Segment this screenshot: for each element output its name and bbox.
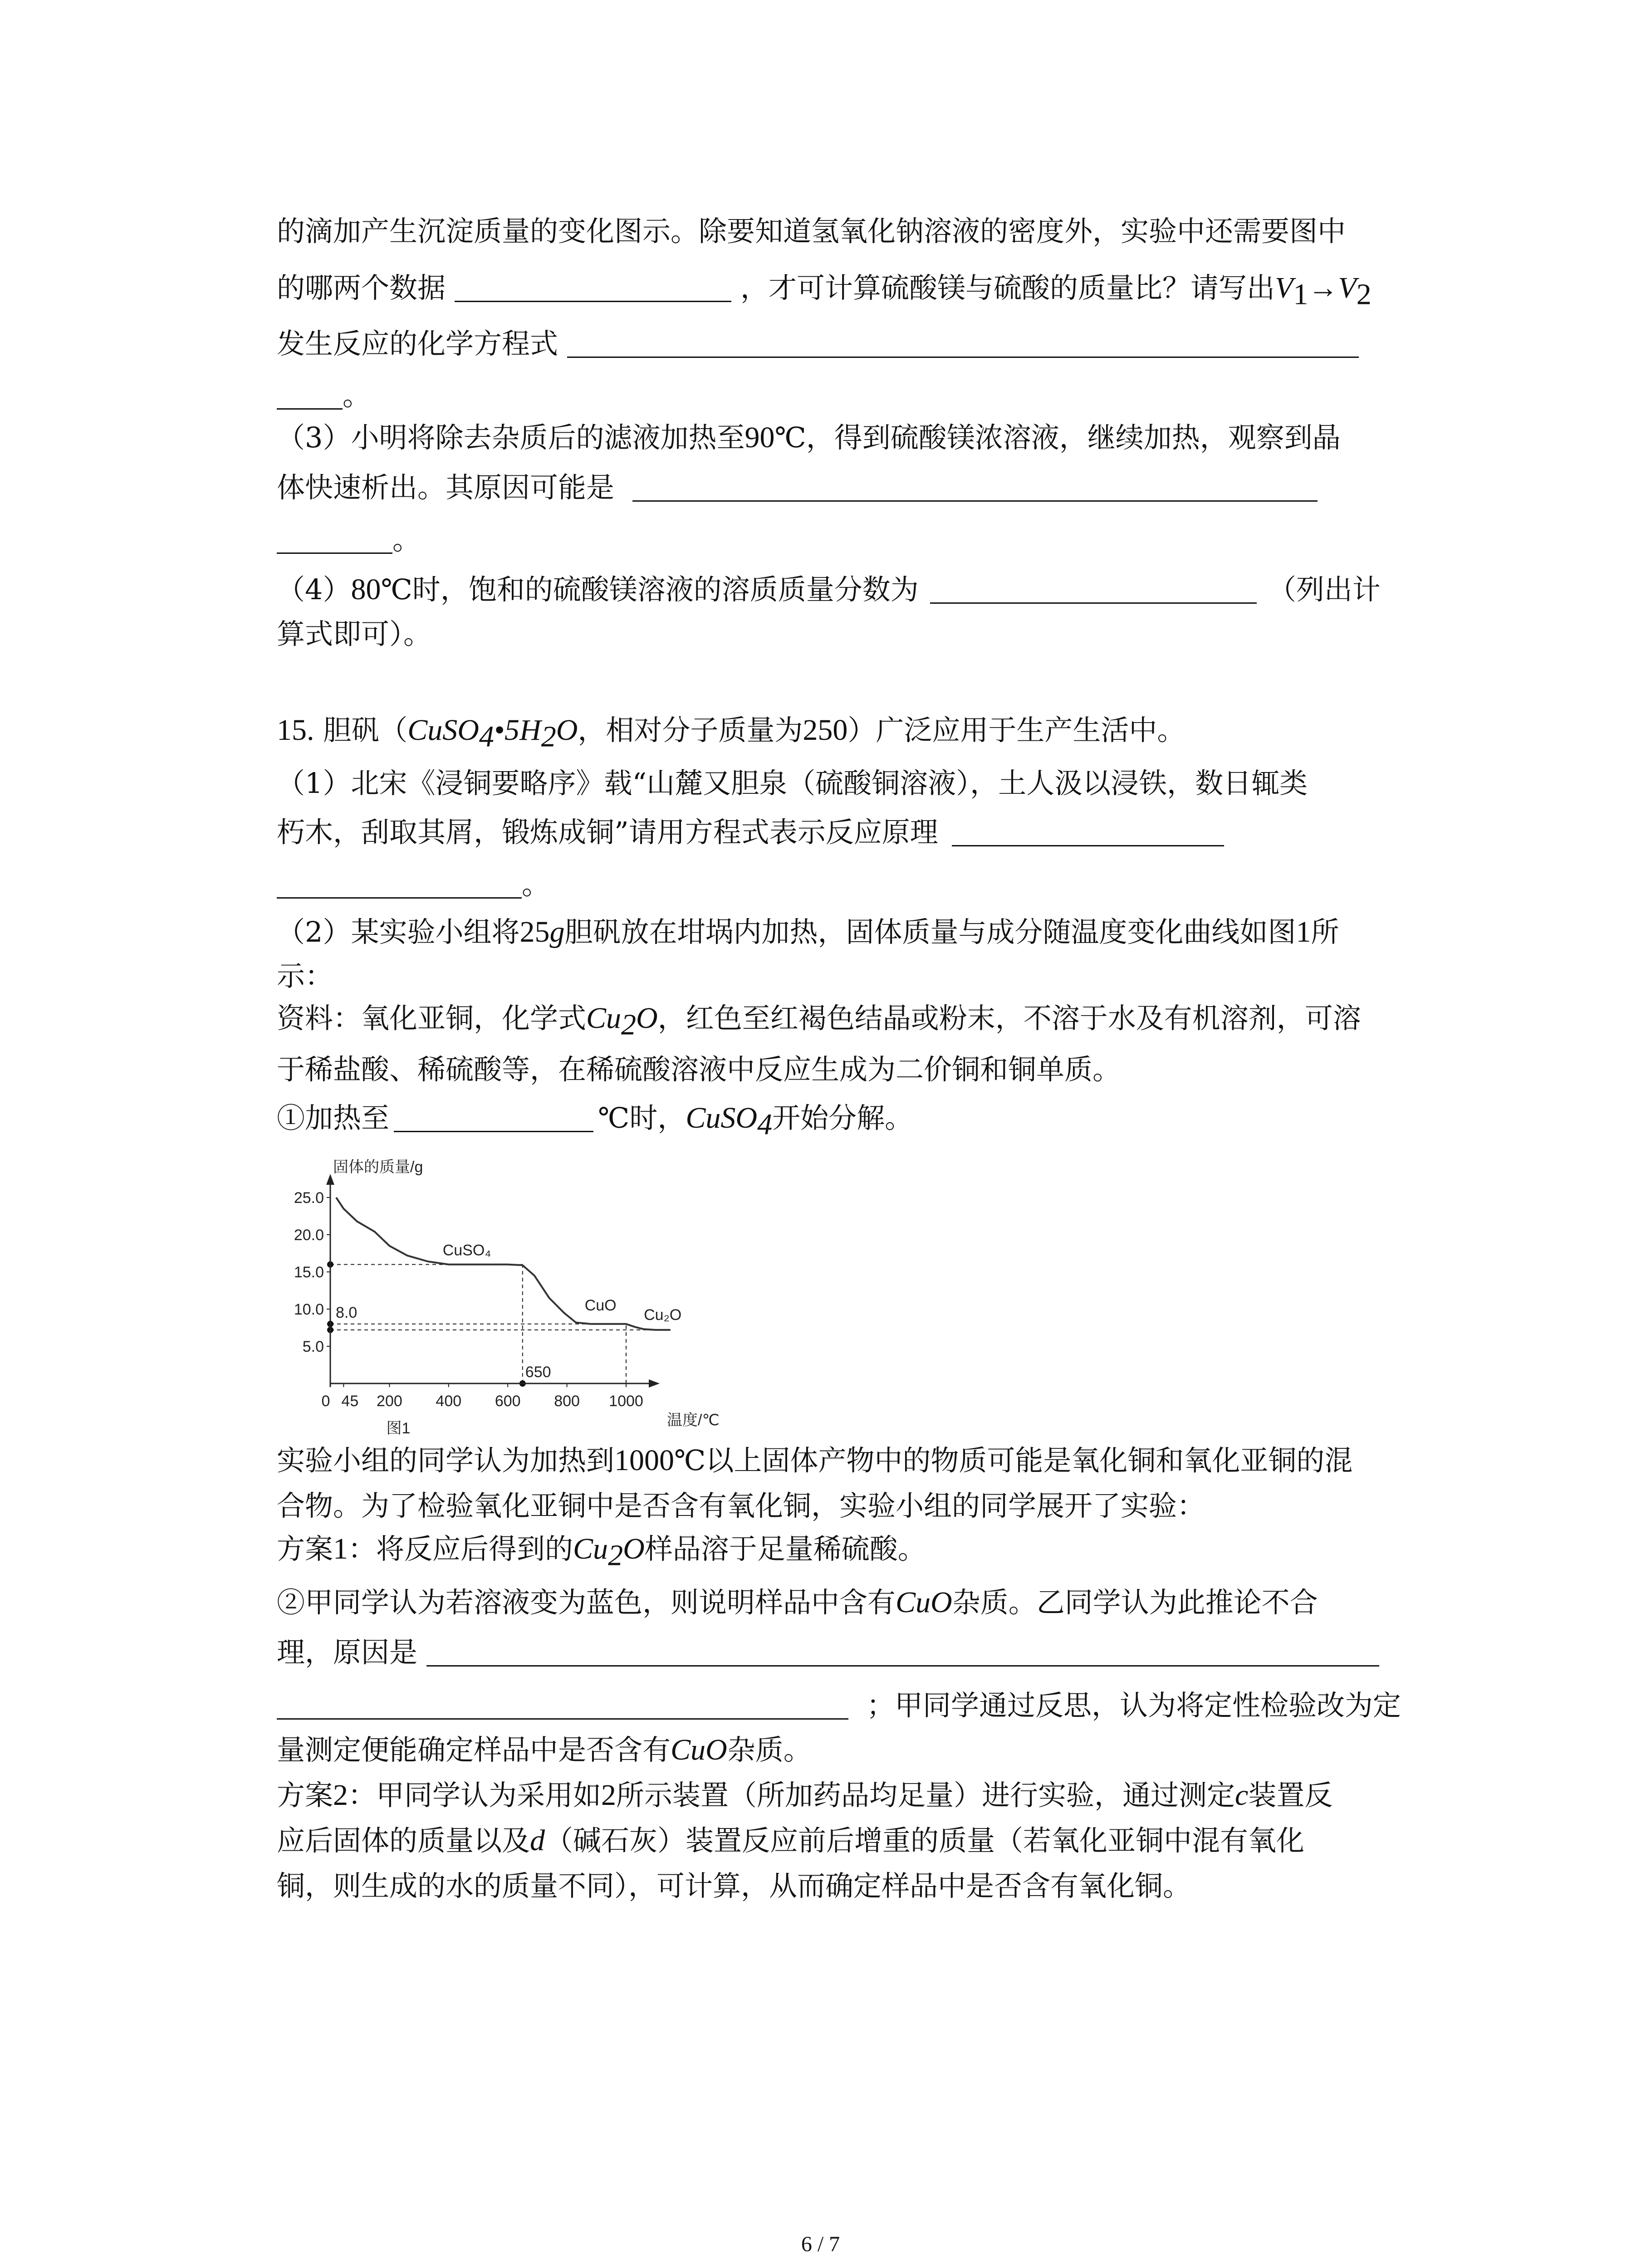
text-line: 于稀盐酸、稀硫酸等，在稀硫酸溶液中反应生成为二价铜和铜单质。 [277,1053,1121,1086]
text-line: ②甲同学认为若溶液变为蓝色，则说明样品中含有CuO杂质。乙同学认为此推论不合 [277,1586,1318,1619]
page-number: 6 / 7 [801,2232,840,2256]
answer-blank[interactable] [277,524,392,554]
annotation-650: 650 [525,1364,551,1381]
x-axis-arrow [649,1379,660,1388]
y-tick-label: 20.0 [294,1227,324,1244]
y-tick-label: 10.0 [294,1301,324,1318]
text-line: （2）某实验小组将25g胆矾放在坩埚内加热，固体质量与成分随温度变化曲线如图1所 [277,915,1339,948]
annotation-cu2o: Cu₂O [644,1306,682,1324]
text-line: 资料：氧化亚铜，化学式$Cu_2O$，红色至红褐色结晶或粉末，不溶于水及有机溶剂，可溶 [277,1002,1361,1041]
text-line: 量测定便能确定样品中是否含有CuO杂质。 [277,1733,812,1766]
text-line: 朽木，刮取其屑，锻炼成铜”请用方程式表示反应原理 [277,814,1224,850]
text-line: 。 [277,866,550,903]
text-line: 铜，则生成的水的质量不同），可计算，从而确定样品中是否含有氧化铜。 [277,1869,1191,1902]
text-line: 方案2：甲同学认为采用如2所示装置（所加药品均足量）进行实验，通过测定c装置反 [277,1779,1333,1812]
answer-blank[interactable] [455,273,731,302]
y-tick-label: 15.0 [294,1264,324,1281]
text-line: 的哪两个数据 ，才可计算硫酸镁与硫酸的质量比？请写出$V_1\to V_2$ [277,271,1372,311]
text-line: 算式即可）。 [277,617,432,650]
question-15-stem: 15. 胆矾（$CuSO_4•5H_2O$，相对分子质量为250）广泛应用于生产生活中。 [277,714,1185,753]
figure-1-chart [277,1158,720,1452]
answer-blank[interactable] [394,1103,593,1132]
figure-caption: 图1 [386,1420,411,1437]
text-line: 合物。为了检验氧化亚铜中是否含有氧化铜，实验小组的同学展开了实验： [277,1489,1205,1522]
text-line: 理，原因是 [277,1634,1379,1671]
answer-blank[interactable] [930,574,1257,604]
text-line: 。 [277,377,371,414]
text-line: 。 [277,522,421,558]
answer-blank[interactable] [567,328,1359,358]
x-tick-label: 1000 [609,1393,643,1410]
text-line: （3）小明将除去杂质后的滤液加热至90℃，得到硫酸镁浓溶液，继续加热，观察到晶 [277,421,1341,454]
x-tick-label: 600 [495,1393,521,1410]
x-tick-label: 0 [321,1393,330,1410]
annotation-cuo: CuO [584,1296,617,1314]
answer-blank[interactable] [277,1690,848,1720]
annotation-cuso4: CuSO₄ [442,1242,491,1259]
y-tick-label: 25.0 [294,1189,324,1207]
x-tick-label: 200 [377,1393,402,1410]
y-axis-label: 固体的质量/g [333,1158,423,1176]
answer-blank[interactable] [426,1637,1379,1667]
answer-blank[interactable] [632,472,1318,502]
x-tick-label: 800 [554,1393,580,1410]
answer-blank[interactable] [277,869,522,899]
text-line: 示： [277,959,333,992]
x-tick-label: 45 [341,1393,359,1410]
text-line: 应后固体的质量以及d（碱石灰）装置反应前后增重的质量（若氧化亚铜中混有氧化 [277,1824,1305,1857]
answer-blank[interactable] [277,380,343,410]
text-line: 实验小组的同学认为加热到1000℃以上固体产物中的物质可能是氧化铜和氧化亚铜的混 [277,1444,1353,1477]
y-tick-label: 5.0 [302,1338,324,1355]
mass-curve [336,1198,671,1330]
text-line: ；甲同学通过反思，认为将定性检验改为定 [277,1687,1401,1724]
annotation-8: 8.0 [336,1304,358,1321]
text-line: （1）北宋《浸铜要略序》载“山麓又胆泉（硫酸铜溶液），土人汲以浸铁，数日辄类 [277,767,1308,800]
text-line: 的滴加产生沉淀质量的变化图示。除要知道氢氧化钠溶液的密度外，实验中还需要图中 [277,215,1346,248]
text-line: 体快速析出。其原因可能是 [277,469,1318,506]
text-line: 方案1：将反应后得到的$Cu_2O$样品溶于足量稀硫酸。 [277,1532,926,1572]
text-line: ①加热至 ℃时，CuSO$_4$开始分解。 [277,1101,913,1141]
text-line: （4）80℃时，饱和的硫酸镁溶液的溶质质量分数为 （列出计 [277,573,1381,606]
answer-blank[interactable] [952,817,1224,846]
x-tick-label: 400 [436,1393,462,1410]
x-axis-label: 温度/℃ [667,1412,720,1429]
text-line: 发生反应的化学方程式 [277,326,1359,362]
